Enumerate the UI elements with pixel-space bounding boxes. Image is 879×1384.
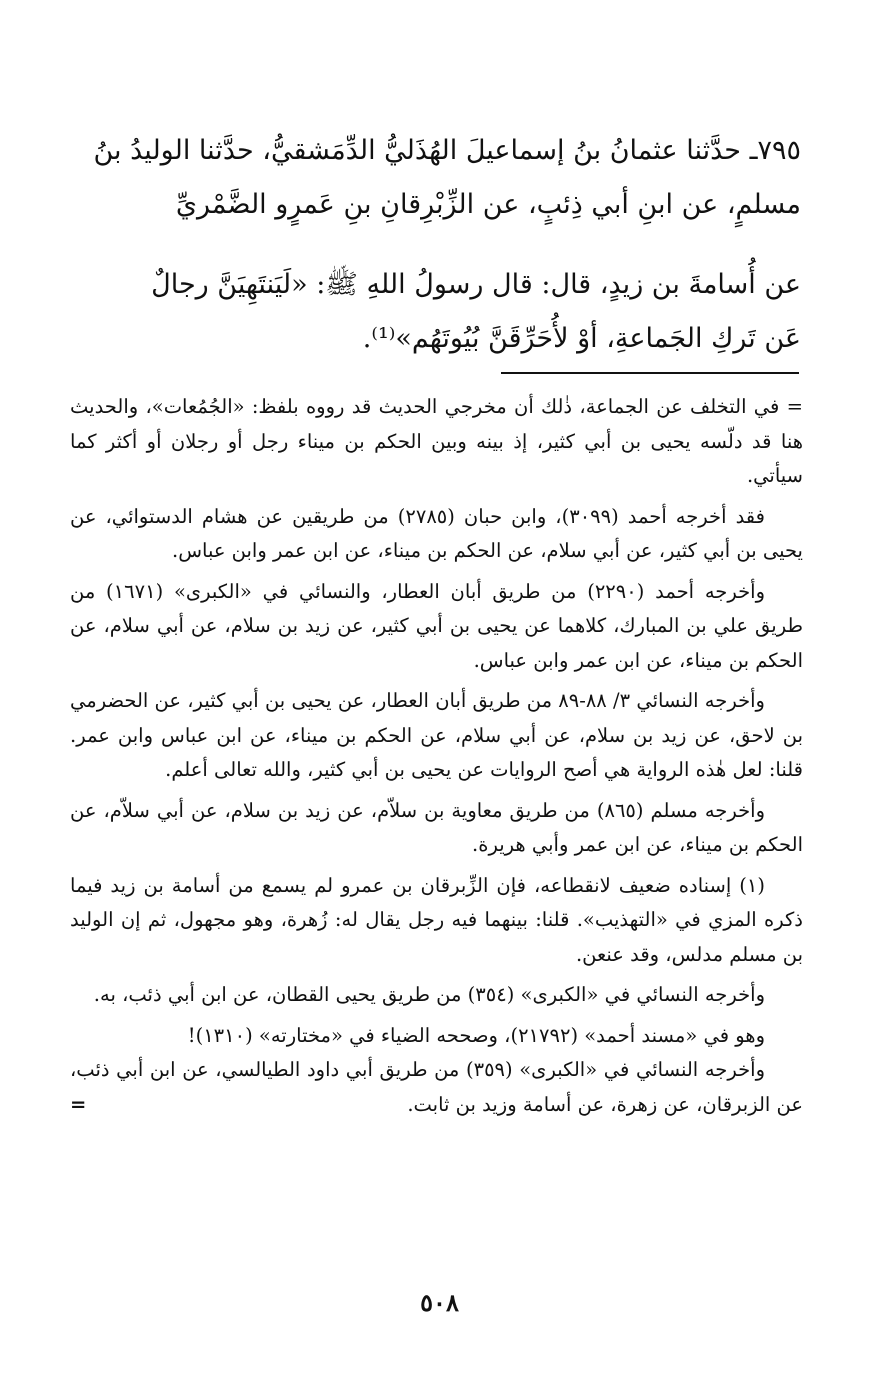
hadith-line: ٧٩٥ـ حدَّثنا عثمانُ بنُ إسماعيلَ الهُذَليُّ الدِّمَشقيُّ، حدَّثنا الوليدُ بنُ xyxy=(93,135,801,166)
footnote-text: وأخرجه النسائي في «الكبرى» (٣٥٩) من طريق أبي داود الطيالسي، عن ابن أبي ذئب، عن الزبرقان، عن زهرة، عن أسامة وزيد بن ثابت. xyxy=(70,1058,803,1116)
footnotes xyxy=(70,390,803,1122)
hadith-line: مسلمٍ، عن ابنِ أبي ذِئبٍ، عن الزِّبْرِقانِ بنِ عَمرٍو الضَّمْريِّ xyxy=(175,189,801,220)
footnote-paragraph: وأخرجه النسائي ٣/ ٨٨-٨٩ من طريق أبان العطار، عن يحيى بن أبي كثير، عن الحضرمي بن لاحق، عن زيد بن سلام، عن أبي سلام، عن الحكم بن ميناء، عن ابن عباس وابن عمر. قلنا: لعل هٰذه الرواية هي أصح الروايات عن يحيى بن أبي كثير، والله تعالى أعلم. xyxy=(70,689,803,781)
hadith-chain-block xyxy=(80,124,801,232)
footnote-paragraph: فقد أخرجه أحمد (٣٠٩٩)، وابن حبان (٢٧٨٥) من طريقين عن هشام الدستوائي، عن يحيى بن أبي كثير، عن أبي سلام، عن الحكم بن ميناء، عن ابن عمر وابن عباس. xyxy=(70,504,803,562)
footnote-paragraph: (١) إسناده ضعيف لانقطاعه، فإن الزِّبرقان بن عمرو لم يسمع من أسامة بن زيد فيما ذكره المزي في «التهذيب». قلنا: بينهما فيه رجل يقال له: زُهرة، وهو مجهول، ثم إن الوليد بن مسلم مدلس، وقد عنعن. xyxy=(70,873,803,966)
footnote-paragraph: = في التخلف عن الجماعة، ذٰلك أن مخرجي الحديث قد رووه بلفظ: «الجُمُعات»، والحديث هنا قد دلّسه يحيى بن أبي كثير، إذ بينه وبين الحكم بن ميناء رجل أو رجلان أو أكثر كما سيأتي. xyxy=(70,395,803,487)
hadith-line: عَن تَركِ الجَماعةِ، أوْ لأُحَرِّقَنَّ بُيُوتَهُم»⁽¹⁾. xyxy=(362,323,801,354)
continuation-mark: = xyxy=(70,1092,87,1116)
page-number: ٥٠٨ xyxy=(420,1288,459,1317)
footnote-paragraph: وأخرجه مسلم (٨٦٥) من طريق معاوية بن سلاّم، عن زيد بن سلام، عن أبي سلاّم، عن الحكم بن ميناء، عن ابن عمر وأبي هريرة. xyxy=(70,798,803,856)
hadith-text-block xyxy=(80,258,801,366)
footnote-paragraph: وأخرجه أحمد (٢٢٩٠) من طريق أبان العطار، والنسائي في «الكبرى» (١٦٧١) من طريق علي بن المبارك، كلاهما عن يحيى بن أبي كثير، عن زيد بن سلام، عن أبي سلام، عن الحكم بن ميناء، عن ابن عمر وابن عباس. xyxy=(70,579,803,672)
footnote-paragraph xyxy=(70,1053,803,1122)
footnote-paragraph: وهو في «مسند أحمد» (٢١٧٩٢)، وصححه الضياء في «مختارته» (١٣١٠)! xyxy=(187,1023,765,1047)
footnote-separator xyxy=(501,372,799,374)
hadith-line: عن أُسامةَ بن زيدٍ، قال: قال رسولُ اللهِ ﷺ: «لَيَنتَهِيَنَّ رجالٌ xyxy=(151,269,801,300)
footnote-paragraph: وأخرجه النسائي في «الكبرى» (٣٥٤) من طريق يحيى القطان، عن ابن أبي ذئب، به. xyxy=(93,983,765,1006)
